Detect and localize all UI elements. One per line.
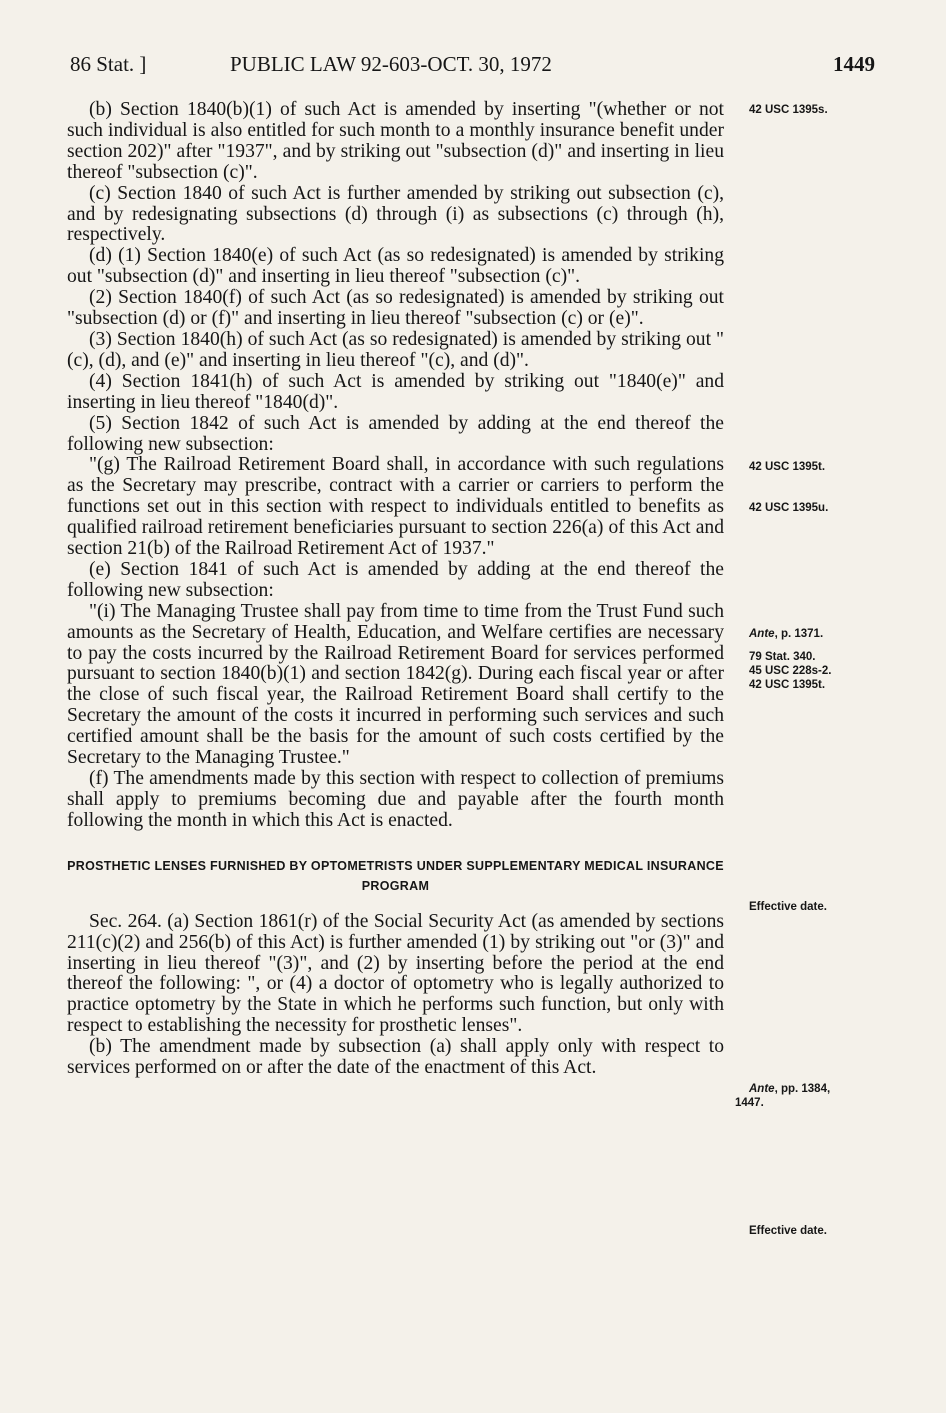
paragraph-d1: (d) (1) Section 1840(e) of such Act (as so redesignated) is amended by striking out "subsection (d)" and inserting in lieu thereof "subsection (c)". bbox=[67, 245, 724, 288]
paragraph-d3: (3) Section 1840(h) of such Act (as so redesignated) is amended by striking out "(c), (d), and (e)" and inserting in lieu thereof "(c), and (d)". bbox=[67, 328, 724, 371]
margin-note: 42 USC 1395t. bbox=[749, 679, 826, 691]
margin-note: 42 USC 1395t. bbox=[749, 461, 826, 473]
page-number: 1449 bbox=[833, 52, 875, 76]
margin-note: Ante, pp. 1384, bbox=[749, 1083, 831, 1095]
margin-note: 79 Stat. 340. bbox=[749, 651, 816, 663]
section-264-b: (b) The amendment made by subsection (a) shall apply only with respect to services performed on or after the date of the enactment of this Act. bbox=[67, 1036, 724, 1079]
margin-note: Ante, p. 1371. bbox=[749, 628, 824, 640]
section-264-a: Sec. 264. (a) Section 1861(r) of the Social Security Act (as amended by sections 211(c)(2) and 256(b) of this Act) is further amended (1) by striking out "or (3)" and inserting in lieu thereof "(3)", and (2) by inserting before the period at the end thereof the following: ", or (4) a doctor of optometry who is legally authorized to practice optometry by the State in which he performs such function, but only with respect to establishing the necessity for prosthetic lenses". bbox=[67, 910, 724, 1037]
section-heading: PROSTHETIC LENSES FURNISHED BY OPTOMETRISTS UNDER SUPPLEMENTARY MEDICAL INSURANCE PROGRAM bbox=[67, 858, 724, 893]
statute-volume: 86 Stat. ] bbox=[70, 52, 147, 76]
paragraph-e: (e) Section 1841 of such Act is amended by adding at the end thereof the following new subsection: bbox=[67, 558, 724, 601]
margin-note: Effective date. bbox=[749, 1225, 827, 1237]
paragraph-f: (f) The amendments made by this section with respect to collection of premiums shall apply to premiums becoming due and payable after the fourth month following the month in which this Act is enacted. bbox=[67, 768, 724, 831]
margin-note: 42 USC 1395s. bbox=[749, 104, 828, 116]
page-header bbox=[70, 52, 875, 82]
paragraph-b: (b) Section 1840(b)(1) of such Act is amended by inserting "(whether or not such individual is also entitled for such month to a monthly insurance benefit under section 202)" after "1937", and by striking out "subsection (d)" and inserting in lieu thereof "subsection (c)". bbox=[67, 99, 724, 183]
margin-note: 1447. bbox=[735, 1097, 764, 1109]
margin-note: 42 USC 1395u. bbox=[749, 502, 829, 514]
margin-note: Effective date. bbox=[749, 901, 827, 913]
quoted-subsection-i: "(i) The Managing Trustee shall pay from time to time from the Trust Fund such amounts as the Secretary of Health, Education, and Welfare certifies are necessary to pay the costs incurred by the Railroad Retirement Board for services performed pursuant to section 1840(b)(1) and section 1842(g). During each fiscal year or after the close of such fiscal year, the Railroad Retirement Board shall certify to the Secretary the amount of the costs it incurred in performing such services and such certified amount shall be the basis for the amount of such costs certified by the Secretary to the Managing Trustee." bbox=[67, 600, 724, 769]
paragraph-d4: (4) Section 1841(h) of such Act is amended by striking out "1840(e)" and inserting in lieu thereof "1840(d)". bbox=[67, 370, 724, 413]
paragraph-d2: (2) Section 1840(f) of such Act (as so redesignated) is amended by striking out "subsection (d) or (f)" and inserting in lieu thereof "subsection (c) or (e)". bbox=[67, 287, 724, 330]
margin-note: 45 USC 228s-2. bbox=[749, 665, 832, 677]
page-title: PUBLIC LAW 92-603-OCT. 30, 1972 bbox=[230, 52, 552, 76]
paragraph-c: (c) Section 1840 of such Act is further amended by striking out subsection (c), and by redesignating subsections (d) through (i) as subsections (c) through (h), respectively. bbox=[67, 182, 724, 246]
paragraph-d5: (5) Section 1842 of such Act is amended by adding at the end thereof the following new subsection: bbox=[67, 412, 724, 455]
quoted-subsection-g: "(g) The Railroad Retirement Board shall, in accordance with such regulations as the Secretary may prescribe, contract with a carrier or carriers to perform the functions set out in this section with respect to individuals entitled to benefits as qualified railroad retirement beneficiaries pursuant to section 226(a) of this Act and section 21(b) of the Railroad Retirement Act of 1937." bbox=[67, 454, 724, 560]
body-text bbox=[67, 100, 724, 1079]
